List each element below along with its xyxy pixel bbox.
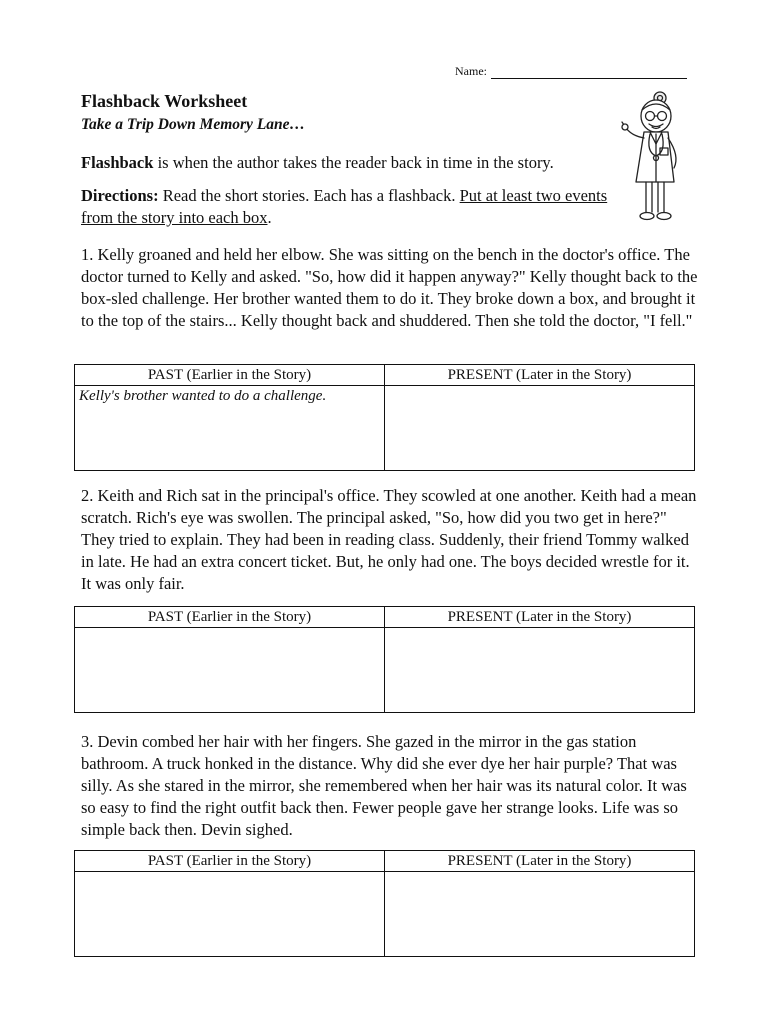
past-answer-box[interactable]	[75, 628, 385, 713]
name-blank-line[interactable]	[491, 66, 687, 79]
doctor-character-icon	[616, 86, 696, 230]
past-header: PAST (Earlier in the Story)	[75, 365, 385, 386]
story-3-table	[74, 850, 695, 957]
present-answer-box[interactable]	[385, 872, 695, 957]
present-header: PRESENT (Later in the Story)	[385, 851, 695, 872]
worksheet-title: Flashback Worksheet	[81, 91, 248, 111]
past-answer-box[interactable]: Kelly's brother wanted to do a challenge.	[75, 386, 385, 471]
present-answer-box[interactable]	[385, 386, 695, 471]
directions-label: Directions:	[81, 186, 159, 205]
past-answer-box[interactable]	[75, 872, 385, 957]
past-header: PAST (Earlier in the Story)	[75, 851, 385, 872]
story-3-text: 3. Devin combed her hair with her fingers. She gazed in the mirror in the gas station bathroom. A truck honked in the distance. Why did she ever dye her hair purple? That was silly. As she stared in the mirror, she remembered when her hair was its natural color. It was so easy to find the right outfit back then. Fewer people gave her strange looks. Life was so simple back then. Devin sighed.	[81, 732, 687, 839]
name-field[interactable]	[455, 64, 687, 79]
directions-end: .	[267, 208, 272, 227]
definition-text: is when the author takes the reader back in time in the story.	[153, 153, 554, 172]
directions	[81, 185, 611, 229]
worksheet-subtitle: Take a Trip Down Memory Lane…	[81, 116, 306, 133]
past-header: PAST (Earlier in the Story)	[75, 607, 385, 628]
present-header: PRESENT (Later in the Story)	[385, 607, 695, 628]
story-2-text: 2. Keith and Rich sat in the principal's office. They scowled at one another. Keith had a mean scratch. Rich's eye was swollen. The principal asked, "So, how did you two get in here?" They tried to explain. They had been in reading class. Suddenly, their friend Tommy walked in late. He had an extra concert ticket. But, he only had one. The boys decided wrestle for it. It was only fair.	[81, 486, 697, 593]
definition-term: Flashback	[81, 153, 154, 172]
directions-text: Read the short stories. Each has a flashback.	[158, 186, 460, 205]
name-label: Name:	[455, 64, 487, 78]
present-header: PRESENT (Later in the Story)	[385, 365, 695, 386]
story-1-table	[74, 364, 695, 471]
story-1-text: 1. Kelly groaned and held her elbow. She was sitting on the bench in the doctor's office. The doctor turned to Kelly and asked. "So, how did it happen anyway?" Kelly thought back to the box-sled challenge. Her brother wanted them to do it. They broke down a box, and brought it to the top of the stairs... Kelly thought back and shuddered. Then she told the doctor, "I fell."	[81, 245, 698, 330]
story-2-table	[74, 606, 695, 713]
present-answer-box[interactable]	[385, 628, 695, 713]
directions-underlined: Put at least two events from the story into each box	[81, 186, 608, 227]
flashback-definition	[81, 152, 611, 174]
